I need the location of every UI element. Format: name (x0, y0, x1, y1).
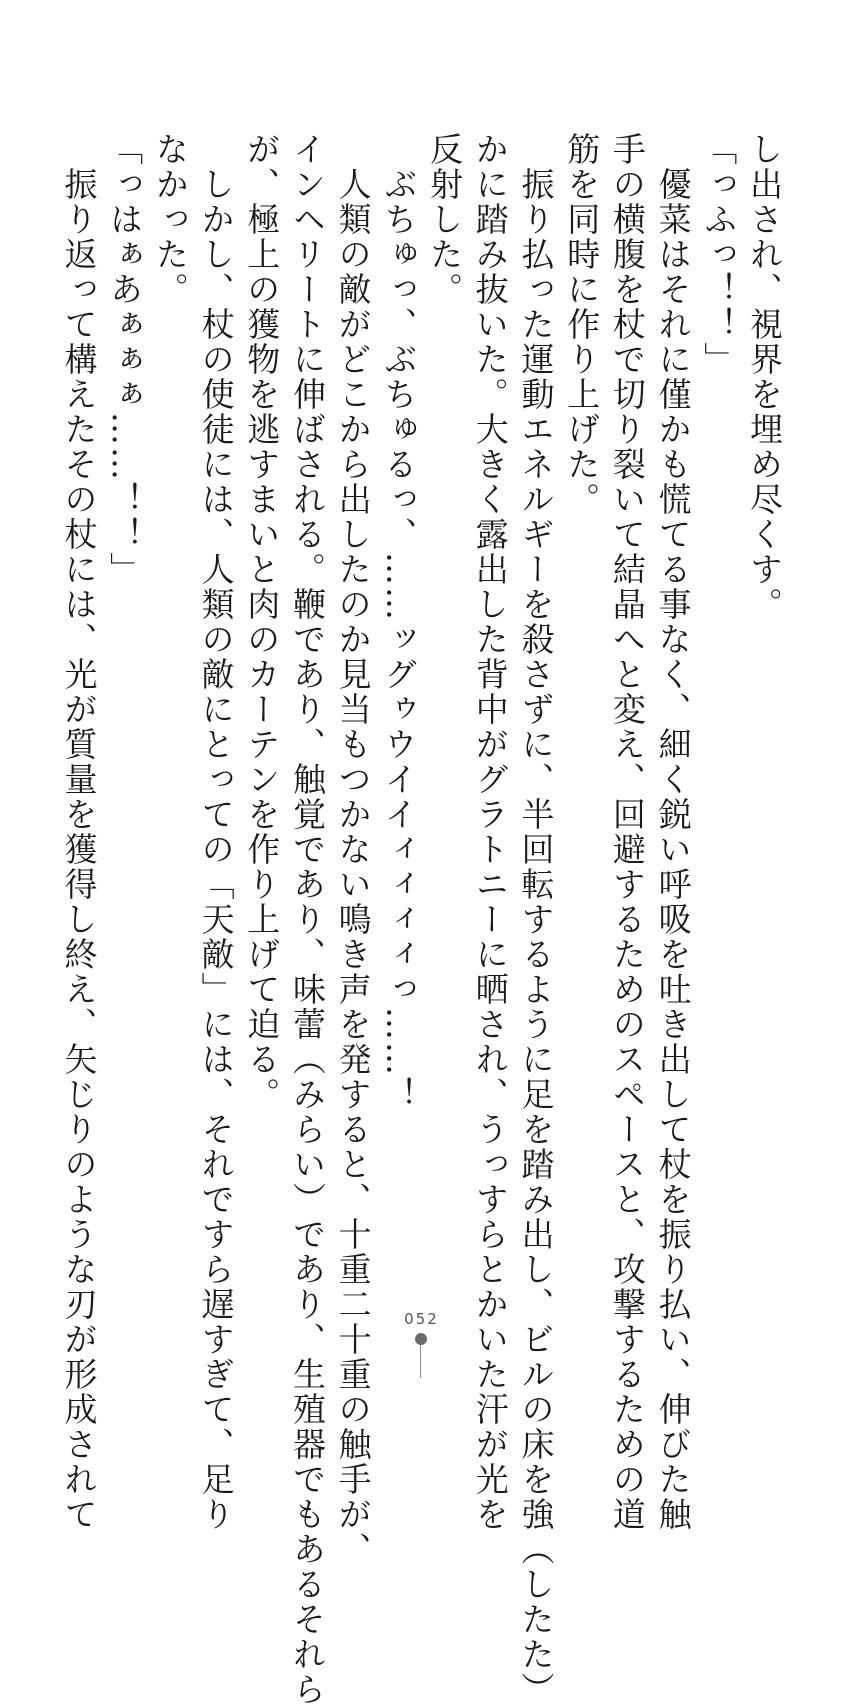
text-line: 筋を同時に作り上げた。 (562, 132, 602, 517)
text-line: 「っはぁあぁぁぁ……！！」 (105, 132, 145, 587)
text-line: 優菜はそれに僅かも慌てる事なく、細く鋭い呼吸を吐き出して杖を振り払い、伸びた触 (653, 132, 693, 1532)
text-line: 「っふっ！！」 (699, 132, 739, 377)
text-line: なかった。 (150, 132, 190, 307)
text-line: 人類の敵がどこから出したのか見当もつかない鳴き声を発すると、十重二十重の触手が、 (333, 132, 373, 1567)
page-marker-line (420, 1345, 421, 1378)
text-line: し出され、視界を埋め尽くす。 (745, 132, 784, 622)
text-line: 手の横腹を杖で切り裂いて結晶へと変え、回避するためのスペースと、攻撃するための道 (607, 132, 647, 1532)
page-marker-dot (415, 1333, 427, 1345)
text-line: 反射した。 (425, 132, 465, 307)
text-line: が、極上の獲物を逃すまいと肉のカーテンを作り上げて迫る。 (242, 132, 282, 1112)
text-line: しかし、杖の使徒には、人類の敵にとっての「天敵」には、それですら遅すぎて、足り (196, 132, 236, 1532)
text-line: 振り払った運動エネルギーを殺さずに、半回転するように足を踏み出し、ビルの床を強（したた） (516, 132, 556, 1707)
text-line: インヘリートに伸ばされる。鞭であり、触覚であり、味蕾（みらい）であり、生殖器でもあるそれら (287, 132, 327, 1707)
page-number: 052 (404, 1310, 439, 1328)
text-line: かに踏み抜いた。大きく露出した背中がグラトニーに晒され、うっすらとかいた汗が光を (470, 132, 510, 1532)
text-line: 振り返って構えたその杖には、光が質量を獲得し終え、矢じりのような刃が形成されて (59, 132, 99, 1532)
text-line: ぶちゅっ、ぶちゅるっ、……ッグゥウイイィィィィっ……！ (379, 132, 419, 1112)
